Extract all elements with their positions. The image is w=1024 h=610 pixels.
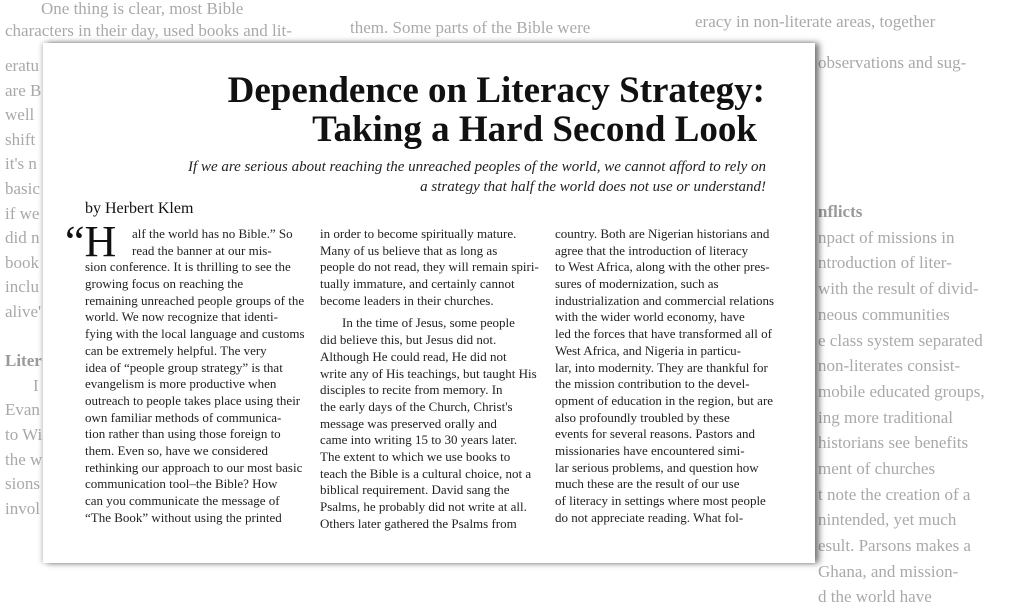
subtitle-line-2: a strategy that half the world does not use or understand! (420, 179, 766, 195)
text-line: Ghana, and mission- (818, 561, 959, 581)
text-line: Others later gathered the Psalms from (320, 515, 517, 531)
text-line: become leaders in their churches. (320, 292, 494, 308)
background-right-column (818, 53, 985, 610)
text-line: in order to become spiritually mature. (320, 226, 517, 241)
text-line: teach the Bible is a cultural choice, not a (320, 465, 532, 481)
text-line: One thing is clear, most Bible (41, 0, 244, 18)
article-column-2 (320, 226, 539, 532)
text-line: eracy in non-literate areas, together (695, 12, 936, 31)
text-line: write any of His teachings, but taught His (320, 365, 537, 381)
text-line: biblical requirement. David sang the (320, 482, 510, 498)
text-line: sures of modernization, such as (555, 276, 719, 292)
background-right-column-top (695, 10, 935, 35)
text-line: can you communicate the message of (85, 493, 280, 508)
text-line: the early days of the Church, Christ's (320, 398, 513, 414)
text-line: invol (5, 498, 40, 518)
text-line: with the result of divid- (818, 279, 979, 299)
text-line: Psalms, he probably did not write at all. (320, 499, 527, 514)
text-line: nflicts (818, 202, 863, 222)
text-line: of literacy in settings where most people (555, 493, 766, 508)
text-line: I (33, 375, 39, 395)
text-line: characters in their day, used books and lit- (5, 21, 292, 40)
article-title (228, 71, 765, 149)
text-line: e class system separated (818, 330, 983, 350)
background-middle-column (350, 16, 590, 41)
text-line: evangelism is more productive when (85, 376, 277, 392)
article-card (43, 43, 815, 563)
text-line: book (5, 252, 39, 272)
text-line: also profoundly troubled by these (555, 409, 730, 425)
text-line: to West Africa, along with the other pres- (555, 259, 770, 275)
text-line: disciples to recite from memory. In (320, 382, 503, 398)
text-line: country. Both are Nigerian historians and (555, 226, 770, 241)
text-line: do not appreciate reading. What fol- (555, 509, 744, 525)
text-line: “The Book” without using the printed (85, 509, 282, 525)
text-line: ment of churches (818, 458, 936, 478)
text-line (818, 173, 985, 199)
text-line: observations and sug- (818, 53, 967, 72)
text-line: to Wi (5, 424, 43, 444)
text-line: message was preserved orally and (320, 415, 497, 431)
byline: by Herbert Klem (85, 200, 194, 217)
text-line: rethinking our approach to our most basic (85, 459, 303, 475)
text-line (818, 148, 985, 174)
text-line: alive' (5, 301, 42, 321)
text-line: industrialization and commercial relations (555, 292, 775, 308)
text-line: the mission contribution to the devel- (555, 376, 750, 392)
text-line: mobile educated groups, (818, 381, 985, 401)
text-line: Evan (5, 400, 40, 420)
text-line: non-literates consist- (818, 356, 961, 376)
text-line: historians see benefits (818, 433, 969, 453)
text-line: world. We now recognize that identi- (85, 309, 278, 325)
text-line: read the banner at our mis- (132, 242, 272, 258)
text-line: inclu (5, 277, 39, 297)
text-line: events for several reasons. Pastors and (555, 426, 755, 442)
title-line-2: Taking a Hard Second Look (312, 109, 757, 150)
text-line: basic (5, 178, 40, 198)
text-line: tion rather than using those foreign to (85, 426, 281, 442)
drop-cap: “H (65, 217, 117, 266)
text-line: idea of “people group strategy” is that (85, 359, 283, 375)
text-line: d the world have (818, 587, 932, 607)
text-line: esult. Parsons makes a (818, 536, 971, 555)
text-line: well (5, 105, 35, 125)
text-line: Although He could read, He did not (320, 348, 507, 364)
text-line: own familiar methods of communica- (85, 409, 282, 425)
text-line: did n (5, 228, 40, 248)
text-line: outreach to people takes place using their (85, 392, 301, 408)
text-line: if we (5, 203, 40, 223)
text-line: remaining unreached people groups of the (85, 292, 305, 308)
text-line: In the time of Jesus, some people (342, 315, 515, 331)
text-line: neous communities (818, 304, 950, 324)
text-line: it's n (5, 154, 37, 174)
text-line: npact of missions in (818, 227, 955, 247)
text-line: eratu (5, 56, 39, 75)
text-line: nintended, yet much (818, 510, 957, 530)
text-line: The extent to which we use books to (320, 448, 511, 464)
text-line: them. Even so, have we considered (85, 442, 269, 458)
text-line: missionaries have encountered simi- (555, 442, 745, 458)
text-line: Many of us believe that as long as (320, 242, 498, 258)
text-line: tually immature, and certainly cannot (320, 276, 515, 292)
text-line: growing focus on reaching the (85, 276, 244, 292)
text-line: can be extremely helpful. The very (85, 342, 267, 358)
text-line: lar, into modernity. They are thankful for (555, 359, 768, 375)
text-line: alf the world has no Bible.” So (132, 226, 293, 241)
text-line: came into writing 15 to 30 years later. (320, 432, 518, 448)
text-line: much these are the result of our use (555, 476, 740, 492)
text-line: did believe this, but Jesus did not. (320, 332, 497, 348)
subtitle-line-1: If we are serious about reaching the unreached peoples of the world, we cannot afford to rely on (188, 159, 766, 175)
text-line: fying with the local language and customs (85, 326, 305, 342)
text-line: the w (5, 449, 43, 469)
text-line: are B (5, 80, 42, 100)
text-line: sions (5, 474, 40, 494)
text-line: West Africa, and Nigeria in particu- (555, 342, 741, 358)
text-line: led the forces that have transformed all of (555, 326, 772, 342)
text-line: sion conference. It is thrilling to see the (85, 259, 291, 275)
text-line: opment of education in the region, but are (555, 392, 774, 408)
text-line: them. Some parts of the Bible were (350, 18, 591, 37)
article-column-1 (85, 226, 305, 526)
article-subtitle (188, 157, 766, 197)
title-line-1: Dependence on Literacy Strategy: (227, 70, 765, 111)
text-line: people do not read, they will remain spiri- (320, 259, 539, 275)
text-line: Liter (5, 351, 42, 371)
text-line: with the wider world economy, have (555, 309, 745, 325)
text-line: communication tool–the Bible? How (85, 476, 278, 492)
text-line: t note the creation of a (818, 484, 971, 504)
text-line: lar serious problems, and question how (555, 459, 759, 475)
text-line: shift (5, 129, 36, 149)
text-line: agree that the introduction of literacy (555, 242, 749, 258)
text-line: ing more traditional (818, 407, 954, 427)
text-line: ntroduction of liter- (818, 253, 952, 273)
article-column-3 (555, 226, 774, 526)
